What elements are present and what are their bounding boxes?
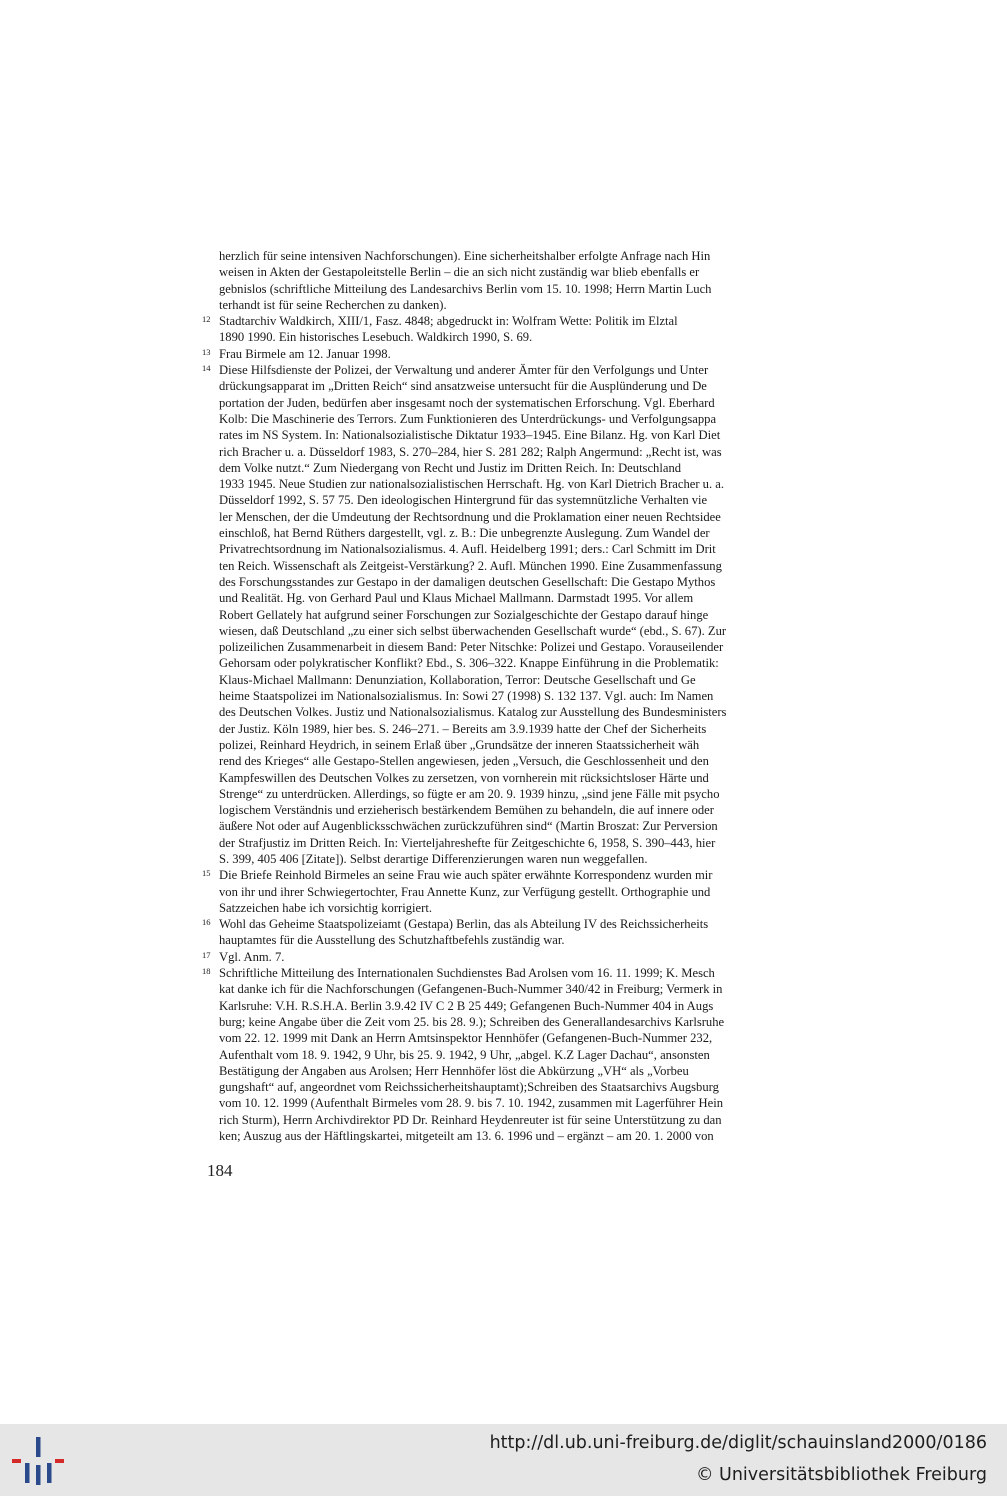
text-line: kat danke ich für die Nachforschungen (Gefangenen-Buch-Nummer 340/42 in Freiburg; Vermerk in [219,982,723,997]
text-line: Aufenthalt vom 18. 9. 1942, 9 Uhr, bis 25. 9. 1942, 9 Uhr, „abgel. K.Z Lager Dachau“, ansonsten [219,1047,710,1062]
text-line: S. 399, 405 406 [Zitate]). Selbst derartige Differenzierungen waren nun weggefallen. [219,851,648,866]
text-line: vom 10. 12. 1999 (Aufenthalt Birmeles vom 28. 9. bis 7. 10. 1942, zusammen mit Lagerführer Hein [219,1096,724,1111]
footnote-item [202,313,806,346]
text-line: hauptamtes für die Ausstellung des Schutzhaftbefehls zuständig war. [219,933,565,948]
text-line: herzlich für seine intensiven Nachforschungen). Eine sicherheitshalber erfolgte Anfrage nach Hin [219,249,711,263]
text-line: Robert Gellately hat aufgrund seiner Forschungen zur Sozialgeschichte der Gestapo darauf hinge [219,607,709,622]
text-line: Klaus-Michael Mallmann: Denunziation, Kollaboration, Terror: Deutsche Gesellschaft und Ge [219,672,696,687]
footnote-number: 15 [202,868,211,879]
text-line: Privatrechtsordnung im Nationalsozialismus. 4. Aufl. Heidelberg 1991; ders.: Carl Schmitt im Drit [219,542,716,557]
copyright-notice: © Universitätsbibliothek Freiburg [695,1465,987,1485]
text-line: ken; Auszug aus der Häftlingskartei, mitgeteilt am 13. 6. 1996 und – ergänzt – am 20. 1. 2000 von [219,1129,714,1144]
text-line: Vgl. Anm. 7. [219,949,285,964]
text-line: rich Sturm), Herrn Archivdirektor PD Dr. Reinhard Heydenreuter ist für seine Unterstützung zu dan [219,1112,722,1127]
page-number: 184 [207,1161,233,1180]
text-line: Diese Hilfsdienste der Polizei, der Verwaltung und anderer Ämter für den Verfolgungs und Unter [219,363,709,378]
footnote-item [202,949,806,965]
source-url-link[interactable]: http://dl.ub.uni-freiburg.de/diglit/schauinsland2000/0186 [489,1433,987,1453]
footnote-item [202,362,806,867]
footnote-number: 13 [202,346,211,357]
text-line: Düsseldorf 1992, S. 57 75. Den ideologischen Hintergrund für das systemnützliche Verhalten vie [219,493,708,508]
text-line: 1890 1990. Ein historisches Lesebuch. Waldkirch 1990, S. 69. [219,330,533,345]
text-line: weisen in Akten der Gestapoleitstelle Berlin – die an sich nicht zuständig war blieb ebenfalls er [219,265,700,280]
text-line: Satzzeichen habe ich vorsichtig korrigiert. [219,900,432,915]
text-line: rates im NS System. In: Nationalsozialistische Diktatur 1933–1945. Eine Bilanz. Hg. von Karl Diet [219,428,721,443]
text-line: dem Volke nutzt.“ Zum Niedergang von Recht und Justiz im Dritten Reich. In: Deutschland [219,460,682,475]
text-line: 1933 1945. Neue Studien zur nationalsozialistischen Herrschaft. Hg. von Karl Dietrich Bracher u. a. [219,477,724,492]
footnote-continuation [219,248,806,313]
text-line: von ihr und ihrer Schwiegertochter, Frau Annette Kunz, zur Verfügung gestellt. Orthographie und [219,884,711,899]
text-line: wiesen, daß Deutschland „zu einer sich selbst überwachenden Gesellschaft wurde“ (ebd., S. 67). Zur [219,623,727,638]
text-line: Frau Birmele am 12. Januar 1998. [219,346,391,361]
text-line: burg; keine Angabe über die Zeit vom 25. bis 28. 9.); Schreiben des Generallandesarchivs Karlsruhe [219,1014,725,1029]
footnote-list [202,313,806,1144]
text-line: gebnislos (schriftliche Mitteilung des Landesarchivs Berlin vom 15. 10. 1998; Herrn Martin Luch [219,281,712,296]
text-line: heime Staatspolizei im Nationalsozialismus. In: Sowi 27 (1998) S. 132 137. Vgl. auch: Im Namen [219,689,714,704]
footnote-number: 12 [202,314,211,325]
text-line: rich Bracher u. a. Düsseldorf 1983, S. 270–284, hier S. 281 282; Ralph Angermund: „Recht ist, was [219,444,722,459]
text-line: drückungsapparat im „Dritten Reich“ sind ansatzweise untersucht für die Ausplünderung und De [219,379,707,394]
footnote-number: 18 [202,966,211,977]
footnotes-block [202,248,806,1144]
footnote-number: 17 [202,949,211,960]
text-line: Kampfeswillen des Deutschen Volkes zu zersetzen, von vornherein mit rücksichtsloser Härte und [219,770,709,785]
text-line: der Strafjustiz im Dritten Reich. In: Vierteljahreshefte für Zeitgeschichte 6, 1958, S. 390–443, hier [219,835,716,850]
text-line: rend des Krieges“ alle Gestapo-Stellen angewiesen, jeden „Versuch, die Geschlossenheit und den [219,754,709,769]
text-line: portation der Juden, bedürfen aber insgesamt noch der systematischen Erforschung. Vgl. Eberhard [219,395,715,410]
text-line: Schriftliche Mitteilung des Internationalen Suchdienstes Bad Arolsen vom 16. 11. 1999; K. Mesch [219,966,715,981]
text-line: Kolb: Die Maschinerie des Terrors. Zum Funktionieren des Unterdrückungs- und Verfolgungsappa [219,411,717,426]
text-line: des Forschungsstandes zur Gestapo in der damaligen deutschen Gesellschaft: Die Gestapo Mythos [219,574,716,589]
text-line: äußere Not oder auf Augenblicksschwächen zurückzuführen sind“ (Martin Broszat: Zur Perversion [219,819,718,834]
text-line: der Justiz. Köln 1989, hier bes. S. 246–271. – Bereits am 3.9.1939 hatte der Chef der Sicherheits [219,721,707,736]
footnote-item [202,867,806,916]
footnote-item [202,965,806,1144]
footnote-item [202,346,806,362]
text-line: terhandt ist für seine Recherchen zu danken). [219,297,447,312]
footnote-number: 16 [202,917,211,928]
footnote-number: 14 [202,363,211,374]
text-line: polizeilichen Zusammenarbeit in diesem Band: Peter Nitschke: Polizei und Gestapo. Vorauseilender [219,640,724,655]
text-line: polizei, Reinhard Heydrich, in seinem Erlaß über „Grundsätze der inneren Staatssicherheit wäh [219,737,700,752]
text-line: Bestätigung der Angaben aus Arolsen; Herr Hennhöfer löst die Abkürzung „VH“ als „Vorbeu [219,1063,689,1078]
text-line: gungshaft“ auf, angeordnet vom Reichssicherheitshauptamt);Schreiben des Staatsarchivs Augsburg [219,1080,719,1095]
text-line: ler Menschen, der die Umdeutung der Rechtsordnung und die Proklamation einer neuen Rechtsidee [219,509,721,524]
text-line: und Realität. Hg. von Gerhard Paul und Klaus Michael Mallmann. Darmstadt 1995. Vor allem [219,591,694,606]
ub-freiburg-logo-icon [12,1437,64,1485]
text-line: vom 22. 12. 1999 mit Dank an Herrn Amtsinspektor Hennhöfer (Gefangenen-Buch-Nummer 232, [219,1031,713,1046]
text-line: logischem Verständnis und erzieherisch bestärkendem Bemühen zu behandeln, die auf innere oder [219,803,714,818]
text-line: Strenge“ zu unterdrücken. Allerdings, so fügte er am 20. 9. 1939 hinzu, „sind jene Fälle mit psycho [219,786,720,801]
text-line: Stadtarchiv Waldkirch, XIII/1, Fasz. 4848; abgedruckt in: Wolfram Wette: Politik im Elztal [219,314,678,329]
text-line: Karlsruhe: V.H. R.S.H.A. Berlin 3.9.42 IV C 2 B 25 449; Gefangenen Buch-Nummer 404 in Augs [219,998,714,1013]
text-line: Wohl das Geheime Staatspolizeiamt (Gestapa) Berlin, das als Abteilung IV des Reichssicherheits [219,917,709,932]
text-line: des Deutschen Volkes. Justiz und Nationalsozialismus. Katalog zur Ausstellung des Bundesministers [219,705,727,720]
text-line: einschloß, hat Bernd Rüthers dargestellt, vgl. z. B.: Die unbegrenzte Auslegung. Zum Wandel der [219,526,710,541]
text-line: Die Briefe Reinhold Birmeles an seine Frau wie auch später erwähnte Korrespondenz wurden mir [219,868,713,883]
footnote-item [202,916,806,949]
text-line: ten Reich. Wissenschaft als Zeitgeist-Verstärkung? 2. Aufl. München 1990. Eine Zusammenfassung [219,558,722,573]
text-line: Gehorsam oder polykratischer Konflikt? Ebd., S. 306–322. Knappe Einführung in die Problematik: [219,656,719,671]
